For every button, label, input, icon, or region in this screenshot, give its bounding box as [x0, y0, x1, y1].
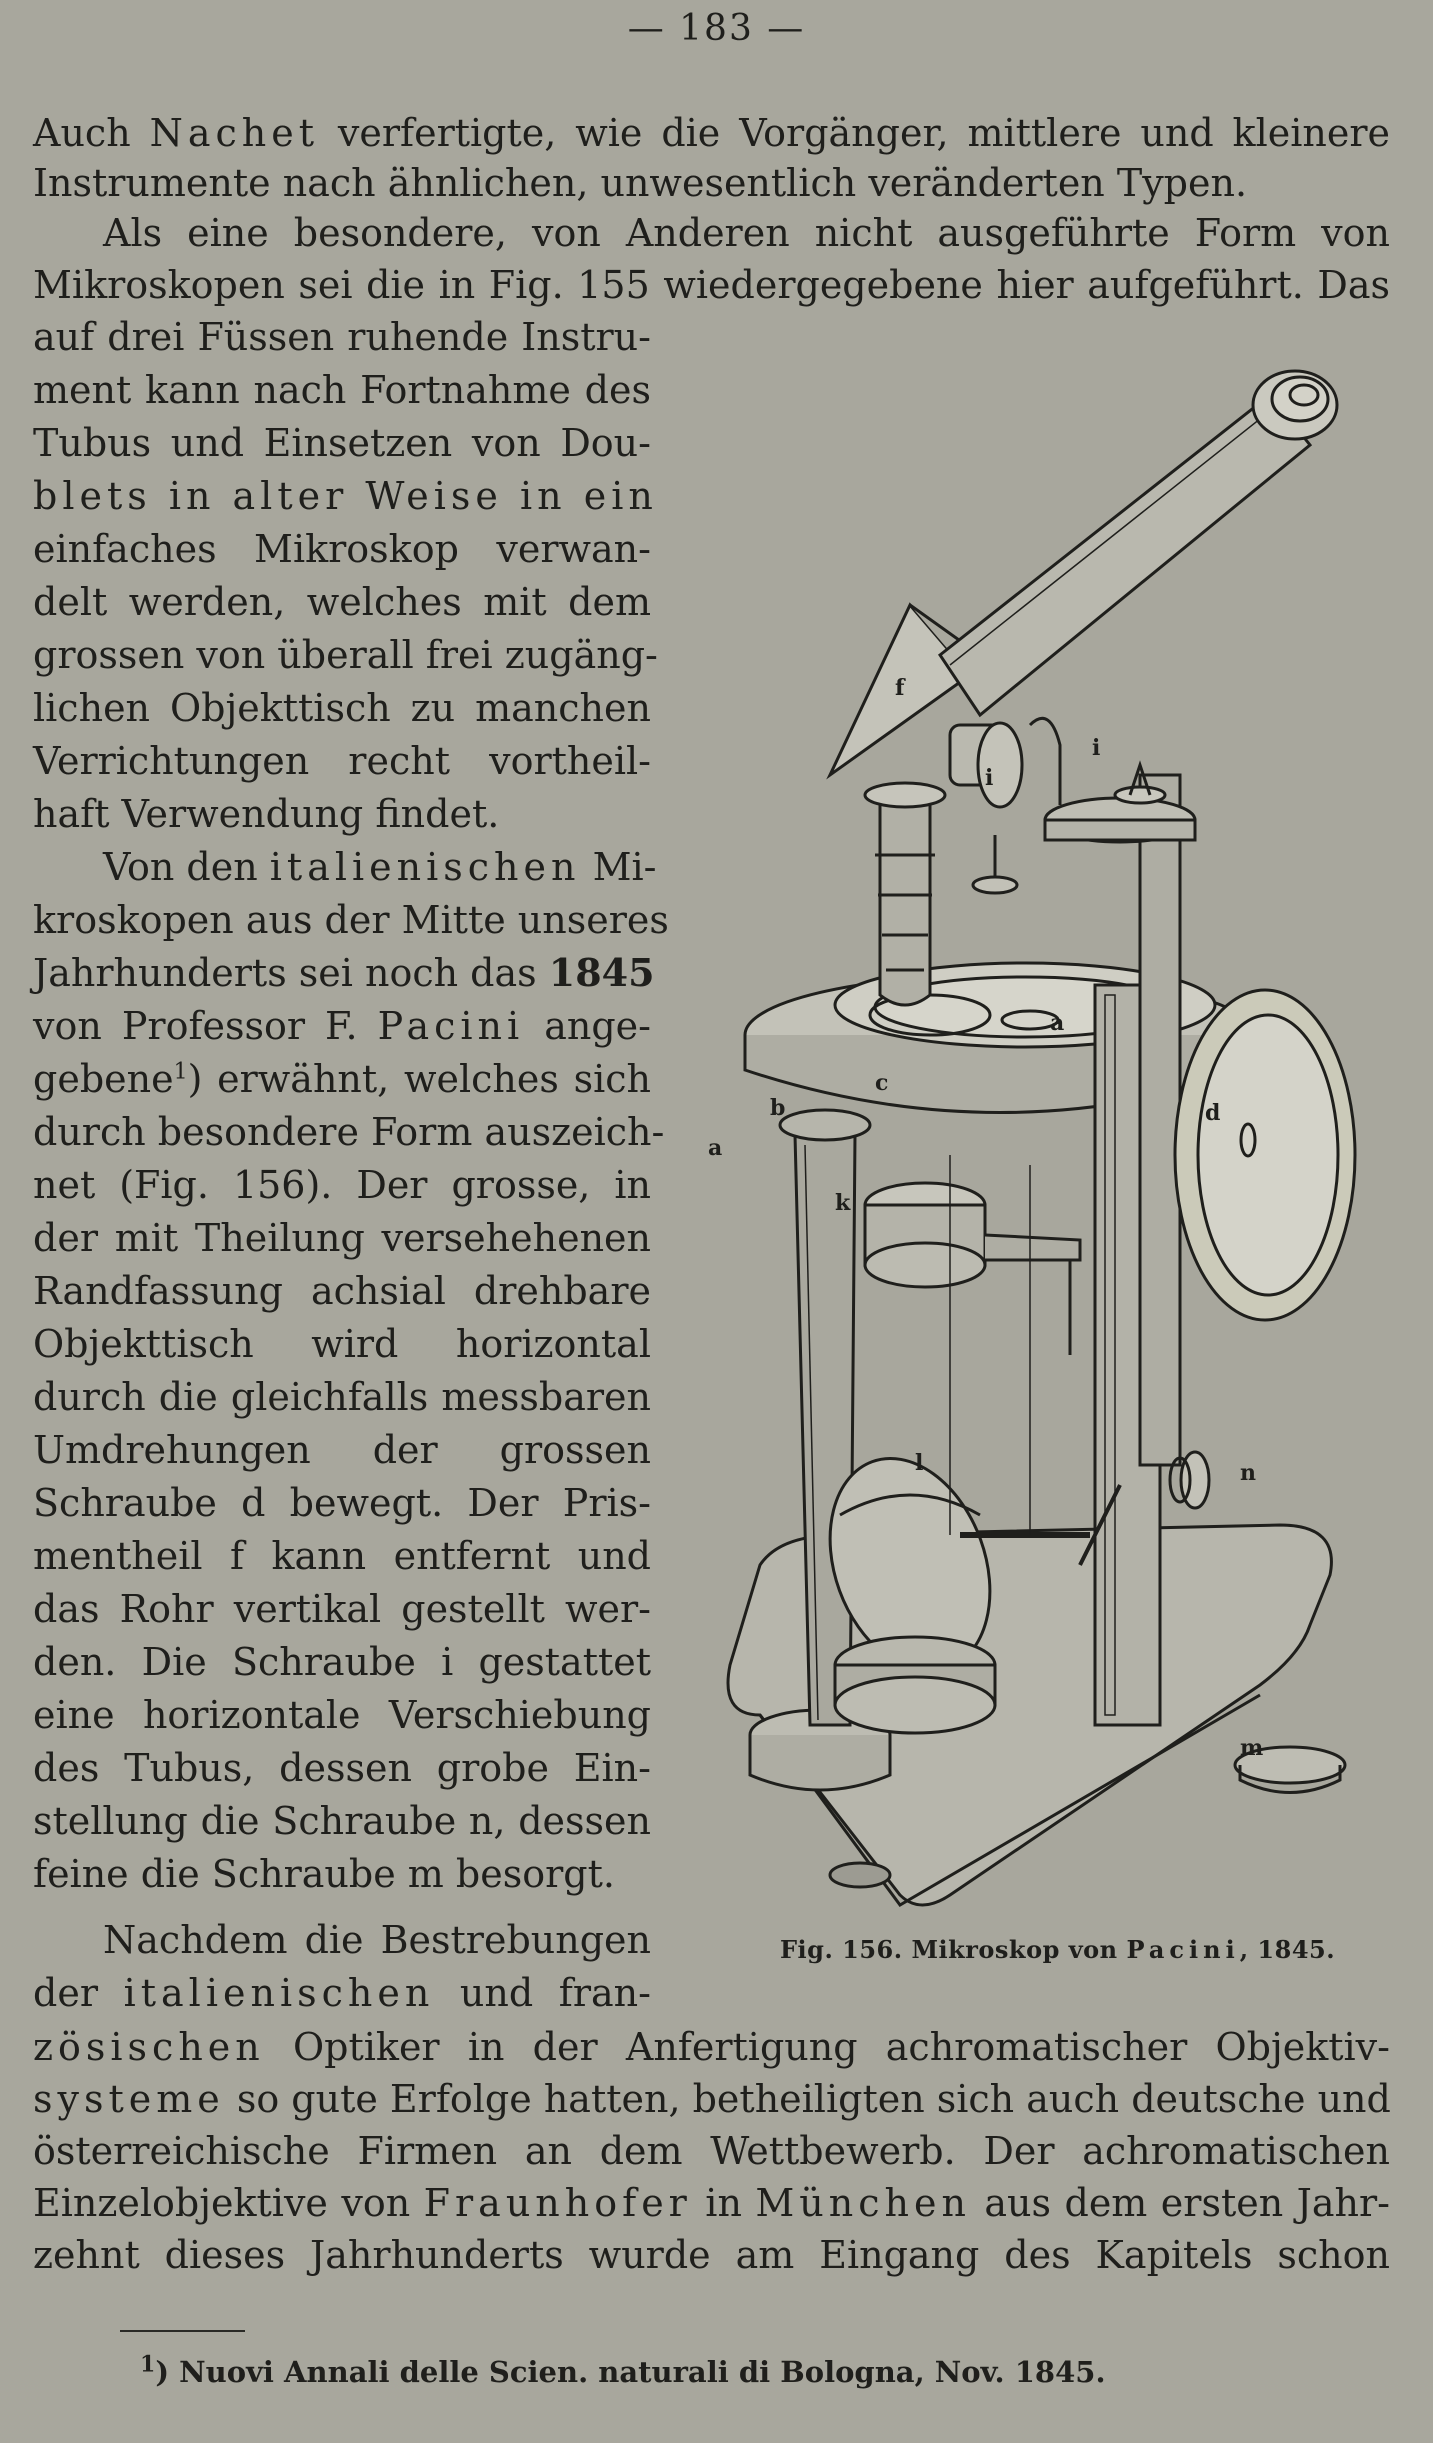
text-line: blets in alter Weise in ein	[33, 474, 658, 518]
text-line: ment kann nach Fortnahme des	[33, 368, 651, 412]
figure-label: a	[1050, 1010, 1065, 1036]
text-line: net (Fig. 156). Der grosse, in	[33, 1163, 651, 1207]
footnote: $^1$) Nuovi Annali delle Scien. naturali di Bologna, Nov. 1845.	[140, 2351, 1106, 2389]
text-line: grossen von überall frei zugäng-	[33, 633, 658, 677]
text-line: Tubus und Einsetzen von Dou-	[33, 421, 651, 465]
text-line: durch die gleichfalls messbaren	[33, 1375, 651, 1419]
figure-label: k	[835, 1190, 851, 1216]
text-line: Jahrhunderts sei noch das 1845	[33, 950, 655, 995]
text-line: durch besondere Form auszeich-	[33, 1110, 665, 1154]
text-line: delt werden, welches mit dem	[33, 580, 651, 624]
text-line: kroskopen aus der Mitte unseres	[33, 898, 669, 942]
text-line: das Rohr vertikal gestellt wer-	[33, 1587, 651, 1631]
text-line: österreichische Firmen an dem Wettbewerb. Der achromatischen	[33, 2129, 1390, 2173]
figure-label: a	[708, 1135, 723, 1161]
figure-label: d	[1205, 1100, 1221, 1126]
figure-label: f	[895, 675, 905, 701]
text-line: Mikroskopen sei die in Fig. 155 wiedergegebene hier aufgeführt. Das	[33, 263, 1390, 307]
text-line: den. Die Schraube i gestattet	[33, 1640, 651, 1684]
text-line: zehnt dieses Jahrhunderts wurde am Eingang des Kapitels schon	[33, 2233, 1390, 2277]
text-line: Randfassung achsial drehbare	[33, 1269, 651, 1313]
text-line: Auch Nachet verfertigte, wie die Vorgänger, mittlere und kleinere	[33, 111, 1390, 155]
footnote-divider	[120, 2330, 245, 2332]
text-line: eine horizontale Verschiebung	[33, 1693, 651, 1737]
text-line: stellung die Schraube n, dessen	[33, 1799, 651, 1843]
text-line: der mit Theilung versehehenen	[33, 1216, 651, 1260]
text-line: Verrichtungen recht vortheil-	[33, 739, 651, 783]
text-line: Schraube d bewegt. Der Pris-	[33, 1481, 651, 1525]
text-line: lichen Objekttisch zu manchen	[33, 686, 651, 730]
text-line: gebene$^1$) erwähnt, welches sich	[33, 1057, 651, 1101]
text-line: Umdrehungen der grossen	[33, 1428, 651, 1472]
footnote-ref: 1	[173, 1059, 188, 1085]
figure-label: n	[1240, 1460, 1256, 1486]
page-number: — 183 —	[627, 8, 806, 49]
text-line: des Tubus, dessen grobe Ein-	[33, 1746, 651, 1790]
text-line: systeme so gute Erfolge hatten, betheiligten sich auch deutsche und	[33, 2077, 1391, 2121]
figure-label: i	[1092, 735, 1101, 761]
footnote-marker: 1	[140, 2351, 156, 2378]
text-line: der italienischen und fran-	[33, 1971, 651, 2015]
text-line: Als eine besondere, von Anderen nicht ausgeführte Form von	[103, 211, 1390, 255]
text-line: feine die Schraube m besorgt.	[33, 1852, 615, 1896]
figure-label: b	[770, 1095, 786, 1121]
text-line: von Professor F. Pacini ange-	[33, 1004, 651, 1048]
figure-label: m	[1240, 1735, 1264, 1761]
figure-label: i	[985, 765, 994, 791]
microscope-illustration	[700, 335, 1390, 1955]
text-line: haft Verwendung findet.	[33, 792, 500, 836]
text-line: auf drei Füssen ruhende Instru-	[33, 315, 651, 359]
text-line: Einzelobjektive von Fraunhofer in München aus dem ersten Jahr-	[33, 2181, 1390, 2225]
figure-label: l	[915, 1450, 924, 1476]
figure-caption: Fig. 156. Mikroskop von Pacini, 1845.	[780, 1935, 1336, 1964]
text-line: Objekttisch wird horizontal	[33, 1322, 651, 1366]
text-line: mentheil f kann entfernt und	[33, 1534, 651, 1578]
text-line: Instrumente nach ähnlichen, unwesentlich veränderten Typen.	[33, 161, 1248, 205]
text-line: Nachdem die Bestrebungen	[103, 1918, 651, 1962]
text-line: einfaches Mikroskop verwan-	[33, 527, 651, 571]
text-line: Von den italienischen Mi-	[103, 845, 657, 889]
figure-label: c	[875, 1070, 889, 1096]
text-line: zösischen Optiker in der Anfertigung achromatischer Objektiv-	[33, 2025, 1390, 2069]
